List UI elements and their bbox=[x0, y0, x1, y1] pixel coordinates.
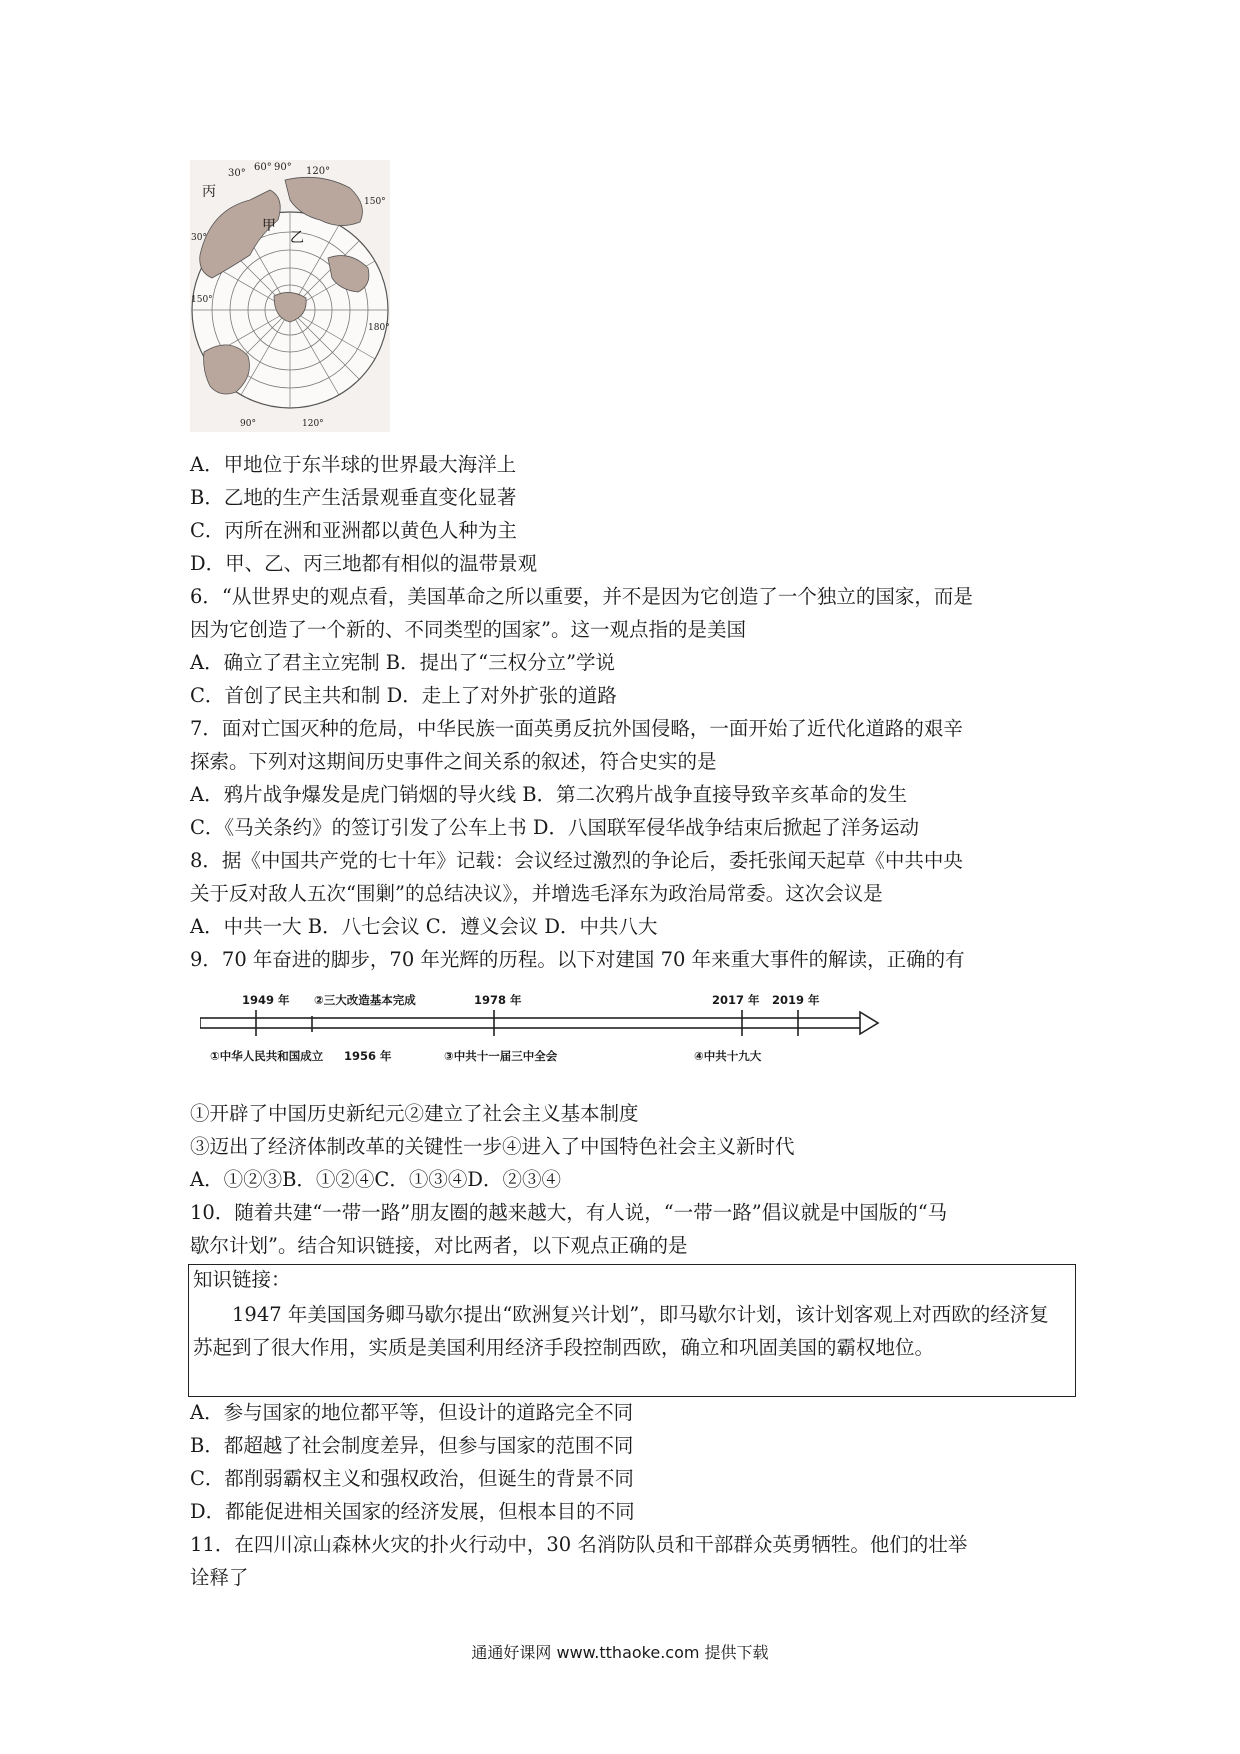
q9-statements-line1: ①开辟了中国历史新纪元②建立了社会主义基本制度 bbox=[190, 1102, 639, 1125]
q5-option-c: C．丙所在洲和亚洲都以黄色人种为主 bbox=[190, 519, 517, 542]
knowledge-link-title: 知识链接： bbox=[193, 1268, 291, 1291]
q7-options-line1: A．鸦片战争爆发是虎门销烟的导火线 B．第二次鸦片战争直接导致辛亥革命的发生 bbox=[190, 783, 908, 806]
map-label-left-150: 150° bbox=[191, 295, 213, 305]
timeline-bottom-19th-congress: ④中共十九大 bbox=[694, 1049, 762, 1063]
q10-option-a: A．参与国家的地位都平等，但设计的道路完全不同 bbox=[190, 1401, 634, 1424]
map-label-right-150: 150° bbox=[364, 197, 386, 207]
q11-stem-line1: 11．在四川凉山森林火灾的扑火行动中，30 名消防队员和干部群众英勇牺牲。他们的壮举 bbox=[190, 1533, 968, 1556]
q8-stem-line1: 8．据《中国共产党的七十年》记载：会议经过激烈的争论后，委托张闻天起草《中共中央 bbox=[190, 849, 963, 872]
q9-options-line1: A．①②③B．①②④C．①③④D．②③④ bbox=[190, 1168, 561, 1191]
map-label-right-180: 180° bbox=[368, 323, 390, 333]
q8-options-line1: A．中共一大 B．八七会议 C．遵义会议 D．中共八大 bbox=[190, 915, 658, 938]
timeline-top-socialist-transformation: ②三大改造基本完成 bbox=[314, 993, 416, 1007]
q10-stem-line2: 歇尔计划”。结合知识链接，对比两者，以下观点正确的是 bbox=[190, 1234, 688, 1257]
knowledge-link-box bbox=[188, 1264, 1076, 1397]
q11-stem-line2: 诠释了 bbox=[190, 1566, 249, 1589]
timeline-bottom-third-plenum: ③中共十一届三中全会 bbox=[444, 1049, 558, 1063]
q10-stem-line1: 10．随着共建“一带一路”朋友圈的越来越大，有人说，“一带一路”倡议就是中国版的“马 bbox=[190, 1201, 948, 1224]
map-label-left-30: 30° bbox=[191, 233, 207, 243]
timeline-top-2019: 2019 年 bbox=[772, 993, 820, 1007]
timeline-bottom-1956: 1956 年 bbox=[344, 1049, 392, 1063]
timeline-bottom-prc-founded: ①中华人民共和国成立 bbox=[210, 1049, 324, 1063]
q6-stem-line2: 因为它创造了一个新的、不同类型的国家”。这一观点指的是美国 bbox=[190, 618, 746, 641]
polar-map-figure bbox=[190, 160, 390, 432]
q10-option-c: C．都削弱霸权主义和强权政治，但诞生的背景不同 bbox=[190, 1467, 634, 1490]
map-label-top-120: 120° bbox=[306, 166, 331, 177]
map-label-top-60: 60° bbox=[254, 162, 272, 173]
q8-stem-line2: 关于反对敌人五次“围剿”的总结决议》，并增选毛泽东为政治局常委。这次会议是 bbox=[190, 882, 883, 905]
timeline-top-2017: 2017 年 bbox=[712, 993, 760, 1007]
map-label-jia: 甲 bbox=[262, 218, 276, 234]
map-label-top-30: 30° bbox=[228, 168, 246, 179]
q10-option-d: D．都能促进相关国家的经济发展，但根本目的不同 bbox=[190, 1500, 635, 1523]
q10-option-b: B．都超越了社会制度差异，但参与国家的范围不同 bbox=[190, 1434, 634, 1457]
q9-statements-line2: ③迈出了经济体制改革的关键性一步④进入了中国特色社会主义新时代 bbox=[190, 1135, 795, 1158]
q6-options-line2: C．首创了民主共和制 D．走上了对外扩张的道路 bbox=[190, 684, 617, 707]
q7-options-line2: C．《马关条约》的签订引发了公车上书 D．八国联军侵华战争结束后掀起了洋务运动 bbox=[190, 816, 920, 839]
q5-option-b: B．乙地的生产生活景观垂直变化显著 bbox=[190, 486, 517, 509]
timeline-figure bbox=[200, 986, 880, 1082]
q7-stem-line2: 探索。下列对这期间历史事件之间关系的叙述，符合史实的是 bbox=[190, 750, 717, 773]
q5-option-d: D．甲、乙、丙三地都有相似的温带景观 bbox=[190, 552, 538, 575]
map-label-bing: 丙 bbox=[202, 184, 216, 200]
map-label-yi: 乙 bbox=[290, 230, 304, 246]
timeline-top-1949: 1949 年 bbox=[242, 993, 290, 1007]
map-label-bottom-120: 120° bbox=[302, 419, 324, 429]
q6-options-line1: A．确立了君主立宪制 B．提出了“三权分立”学说 bbox=[190, 651, 616, 674]
map-label-top-90: 90° bbox=[274, 162, 292, 173]
knowledge-link-body: 1947 年美国国务卿马歇尔提出“欧洲复兴计划”，即马歇尔计划，该计划客观上对西欧的经济复苏起到了很大作用，实质是美国利用经济手段控制西欧，确立和巩固美国的霸权地位。 bbox=[193, 1303, 1049, 1359]
q5-option-a: A．甲地位于东半球的世界最大海洋上 bbox=[190, 453, 517, 476]
page-footer: 通通好课网 www.tthaoke.com 提供下载 bbox=[471, 1643, 769, 1662]
q6-stem-line1: 6．“从世界史的观点看，美国革命之所以重要，并不是因为它创造了一个独立的国家，而是 bbox=[190, 585, 973, 608]
map-label-bottom-90: 90° bbox=[240, 419, 256, 429]
q7-stem-line1: 7．面对亡国灭种的危局，中华民族一面英勇反抗外国侵略，一面开始了近代化道路的艰辛 bbox=[190, 717, 963, 740]
timeline-top-1978: 1978 年 bbox=[474, 993, 522, 1007]
q9-stem-line1: 9．70 年奋进的脚步，70 年光辉的历程。以下对建国 70 年来重大事件的解读，正确的有 bbox=[190, 948, 965, 971]
